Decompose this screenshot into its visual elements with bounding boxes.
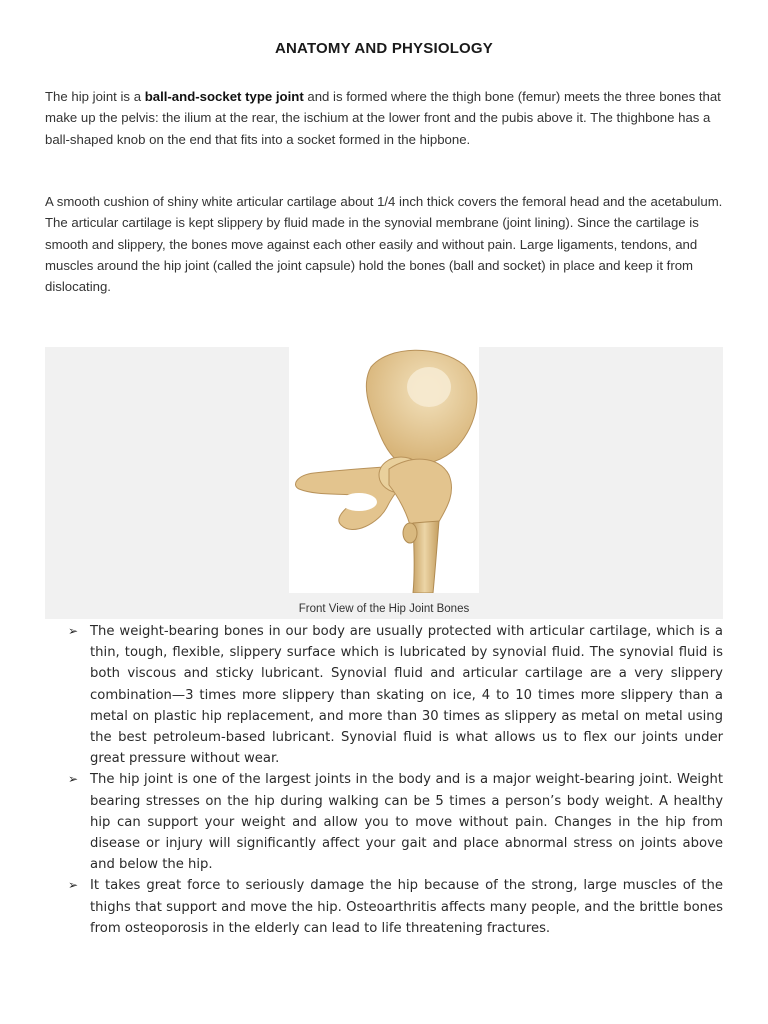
lesser-trochanter-shape xyxy=(403,523,417,543)
intro-paragraph-1 xyxy=(45,86,725,150)
figure-panel xyxy=(45,347,723,619)
list-item-text: The hip joint is one of the largest joints in the body and is a major weight-bearing joint. Weight bearing stresses on the hip during walking can be 5 times a person’s body weight. A healthy hip can support your weight and allow you to move without pain. Changes in the hip from disease or injury will significantly affect your gait and place abnormal stress on joints above and below the hip. xyxy=(90,772,723,873)
intro-paragraph-2: A smooth cushion of shiny white articular cartilage about 1/4 inch thick covers the femoral head and the acetabulum. The articular cartilage is kept slippery by fluid made in the synovial membrane (joint lining). Since the cartilage is smooth and slippery, the bones move against each other easily and without pain. Large ligaments, tendons, and muscles around the hip joint (called the joint capsule) hold the bones (ball and socket) in place and keep it from dislocating. xyxy=(45,194,723,295)
arrow-bullet-icon: ➢ xyxy=(68,878,79,893)
bullet-list xyxy=(68,621,723,939)
page-title: ANATOMY AND PHYSIOLOGY xyxy=(274,40,494,57)
list-item xyxy=(68,769,723,875)
femur-neck-shape xyxy=(389,459,452,529)
list-item xyxy=(68,875,723,939)
iliac-fossa-shape xyxy=(407,367,451,407)
intro-bold-term: ball-and-socket type joint xyxy=(144,89,304,104)
hip-bone-illustration-icon xyxy=(289,347,479,593)
obturator-foramen-shape xyxy=(341,493,377,511)
arrow-bullet-icon: ➢ xyxy=(68,624,79,638)
hip-bone-image xyxy=(289,347,479,593)
figure-caption: Front View of the Hip Joint Bones xyxy=(298,603,470,615)
ilium-shape xyxy=(366,350,477,467)
arrow-bullet-icon: ➢ xyxy=(68,772,79,787)
list-item-text: The weight-bearing bones in our body are usually protected with articular cartilage, which is a thin, tough, flexible, slippery surface which is lubricated by synovial fluid. The synovial fluid is both viscous and sticky lubricant. Synovial fluid and articular cartilage are a very slippery combination—3 times more slippery than skating on ice, 4 to 10 times more slippery than a metal on plastic hip replacement, and more than 30 times as slippery as metal on metal using the best petroleum-based lubricant. Synovial fluid is what allows us to flex our joints under great pressure without wear. xyxy=(90,624,723,767)
list-item xyxy=(68,621,723,769)
intro-text-before: The hip joint is a xyxy=(45,89,145,104)
intro-text-after: and is formed where the thigh bone (femur) meets the three bones that make up the pelvis: the ilium at the rear, the ischium at the lower front and the pubis above it. The thighbone has a ball-shaped knob on the end that fits into a socket formed in the hipbone. xyxy=(45,89,721,147)
list-item-text: It takes great force to seriously damage the hip because of the strong, large muscles of the thighs that support and move the hip. Osteoarthritis affects many people, and the brittle bones from osteoporosis in the elderly can lead to life threatening fractures. xyxy=(90,878,723,936)
